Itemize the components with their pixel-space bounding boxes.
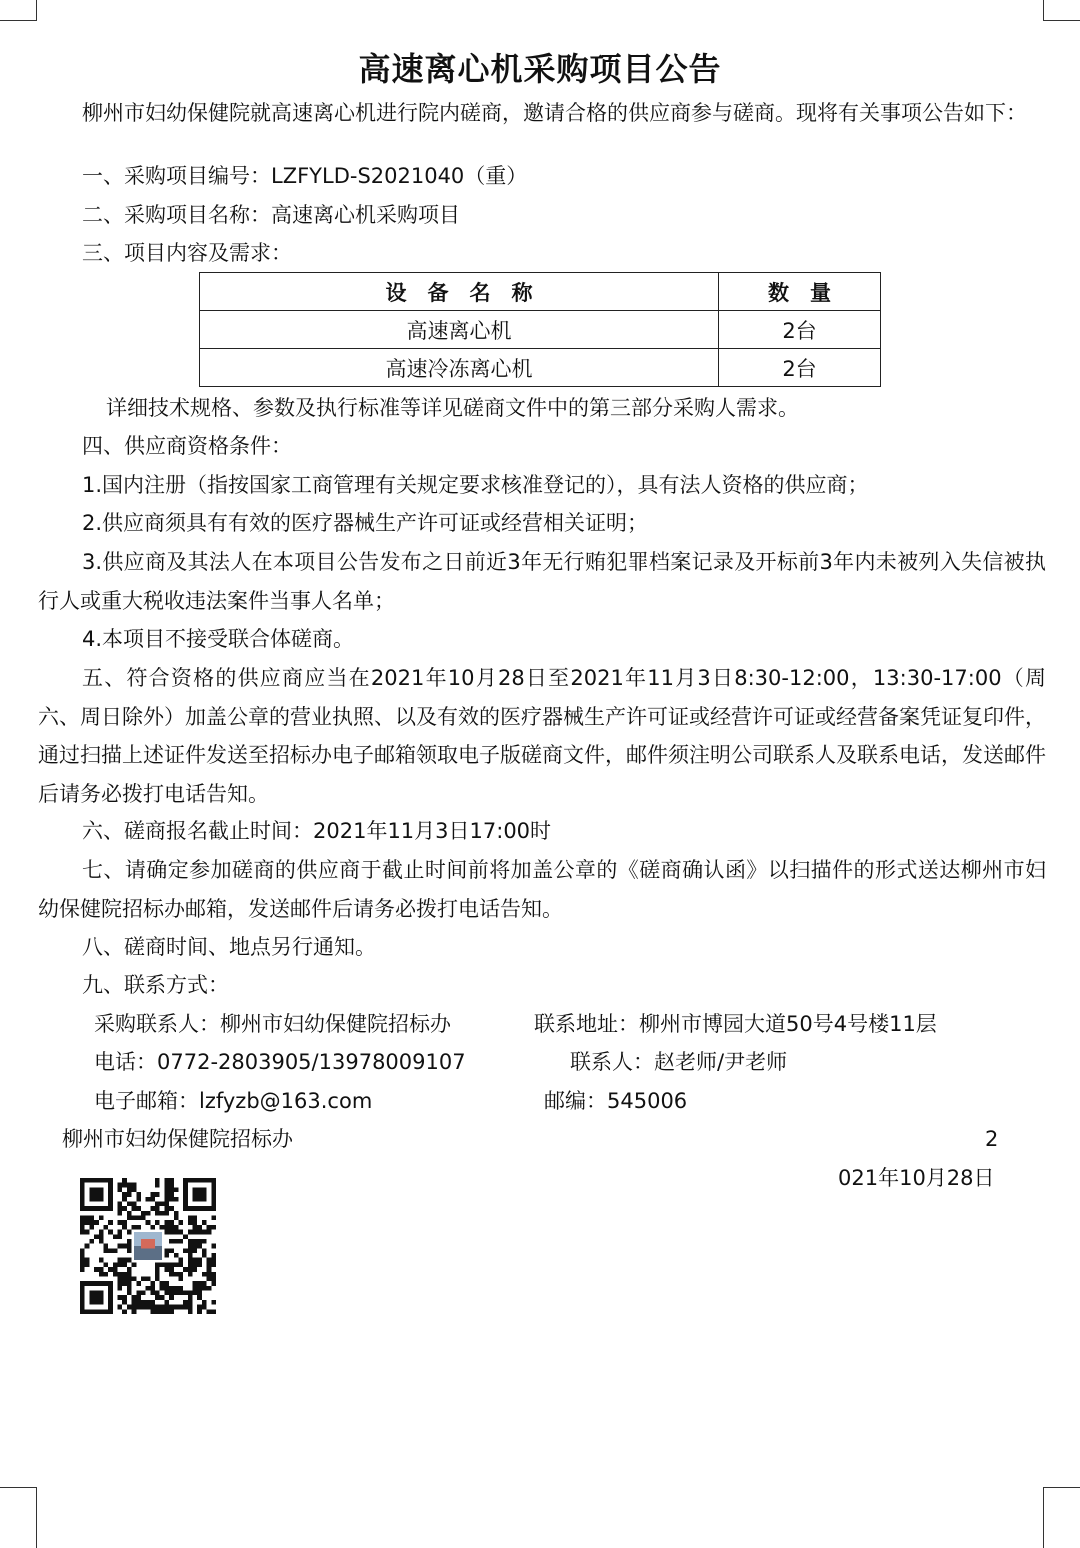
header-equipment-name: 设 备 名 称 [200, 273, 719, 311]
table-note: 详细技术规格、参数及执行标准等详见磋商文件中的第三部分采购人需求。 [106, 396, 799, 420]
quantity-cell: 2台 [719, 311, 881, 349]
section-3-content-heading: 三、项目内容及需求： [82, 241, 292, 265]
contact-address: 联系地址：柳州市博园大道50号4号楼11层 [534, 1012, 937, 1036]
crop-mark-top-right [1043, 0, 1080, 21]
crop-mark-bottom-right [1043, 1487, 1080, 1548]
qualification-1: 1.国内注册（指按国家工商管理有关规定要求核准登记的），具有法人资格的供应商； [82, 473, 869, 497]
section-7-confirmation: 七、请确定参加磋商的供应商于截止时间前将加盖公章的《磋商确认函》以扫描件的形式送达柳州市妇幼保健院招标办邮箱，发送邮件后请务必拨打电话告知。 [38, 858, 1046, 921]
equipment-table [199, 272, 881, 387]
contact-postcode: 邮编：545006 [544, 1089, 688, 1113]
contact-phone: 电话：0772-2803905/13978009107 [94, 1050, 466, 1074]
crop-mark-bottom-left [0, 1487, 37, 1548]
equipment-name-cell: 高速离心机 [200, 311, 719, 349]
date-fragment: 2 [985, 1127, 999, 1151]
announcement-date: 021年10月28日 [838, 1166, 995, 1190]
header-quantity: 数 量 [719, 273, 881, 311]
purchaser-contact: 采购联系人：柳州市妇幼保健院招标办 [94, 1012, 451, 1036]
intro-paragraph: 柳州市妇幼保健院就高速离心机进行院内磋商，邀请合格的供应商参与磋商。现将有关事项公告如下： [82, 101, 1027, 125]
contact-person: 联系人：赵老师/尹老师 [570, 1050, 788, 1074]
section-5-registration: 五、符合资格的供应商应当在2021年10月28日至2021年11月3日8:30-12:00，13:30-17:00（周六、周日除外）加盖公章的营业执照、以及有效的医疗器械生产许可证或经营许可证或经营备案凭证复印件，通过扫描上述证件发送至招标办电子邮箱领取电子版磋商文件，邮件须注明公司联系人及联系电话，发送邮件后请务必拨打电话告知。 [38, 666, 1046, 806]
contact-email: 电子邮箱：lzfyzb@163.com [94, 1089, 373, 1113]
section-4-qualifications-heading: 四、供应商资格条件： [82, 434, 292, 458]
qualification-4: 4.本项目不接受联合体磋商。 [82, 627, 355, 651]
table-row [200, 349, 881, 387]
table-row [200, 311, 881, 349]
section-9-contact-heading: 九、联系方式： [82, 973, 229, 997]
quantity-cell: 2台 [719, 349, 881, 387]
section-6-deadline: 六、磋商报名截止时间：2021年11月3日17:00时 [82, 819, 552, 843]
table-header-row [200, 273, 881, 311]
qualification-2: 2.供应商须具有有效的医疗器械生产许可证或经营相关证明； [82, 511, 649, 535]
section-2-project-name: 二、采购项目名称：高速离心机采购项目 [82, 203, 460, 227]
section-8-time-location: 八、磋商时间、地点另行通知。 [82, 935, 376, 959]
signature-organization: 柳州市妇幼保健院招标办 [62, 1127, 293, 1151]
qualification-3: 3.供应商及其法人在本项目公告发布之日前近3年无行贿犯罪档案记录及开标前3年内未被列入失信被执行人或重大税收违法案件当事人名单； [38, 550, 1046, 613]
equipment-name-cell: 高速冷冻离心机 [200, 349, 719, 387]
section-1-project-number: 一、采购项目编号：LZFYLD-S2021040（重） [82, 164, 528, 188]
page-title: 高速离心机采购项目公告 [358, 50, 722, 88]
crop-mark-top-left [0, 0, 37, 21]
qr-code-icon [80, 1178, 216, 1314]
